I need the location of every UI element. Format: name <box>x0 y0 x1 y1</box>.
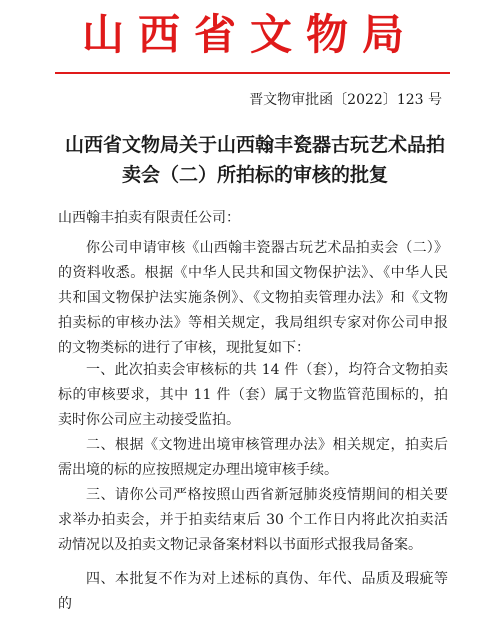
body-paragraph-intro: 你公司申请审核《山西翰丰瓷器古玩艺术品拍卖会（二）》的资料收悉。根据《中华人民共和国文物保护法》、《中华人民共和国文物保护法实施条例》、《文物拍卖管理办法》和《文物拍卖标的审核办法》等相关规定，我局组织专家对你公司申报的文物类标的进行了审核，现批复如下： <box>58 240 448 356</box>
body-paragraph-item-4: 四、本批复不作为对上述标的真伪、年代、品质及瑕疵等的 <box>58 571 448 612</box>
addressee: 山西翰丰拍卖有限责任公司： <box>58 210 240 226</box>
document-number: 晋文物审批函〔2022〕123 号 <box>249 92 442 108</box>
document-title: 山西省文物局关于山西翰丰瓷器古玩艺术品拍卖会（二）所拍标的审核的批复 <box>64 134 445 186</box>
letterhead-divider <box>55 72 450 74</box>
agency-letterhead-title: 山西省文物局 <box>81 10 418 59</box>
body-paragraph-item-3: 三、请你公司严格按照山西省新冠肺炎疫情期间的相关要求举办拍卖会，并于拍卖结束后 30 个工作日内将此次拍卖活动情况以及拍卖文物记录备案材料以书面形式报我局备案。 <box>58 487 448 553</box>
body-paragraph-item-1: 一、此次拍卖会审核标的共 14 件（套），均符合文物拍卖标的审核要求，其中 11 件（套）属于文物监管范围标的，拍卖时你公司应主动接受监拍。 <box>58 362 448 428</box>
body-paragraph-item-2: 二、根据《文物进出境审核管理办法》相关规定，拍卖后需出境的标的应按照规定办理出境审核手续。 <box>58 437 448 478</box>
